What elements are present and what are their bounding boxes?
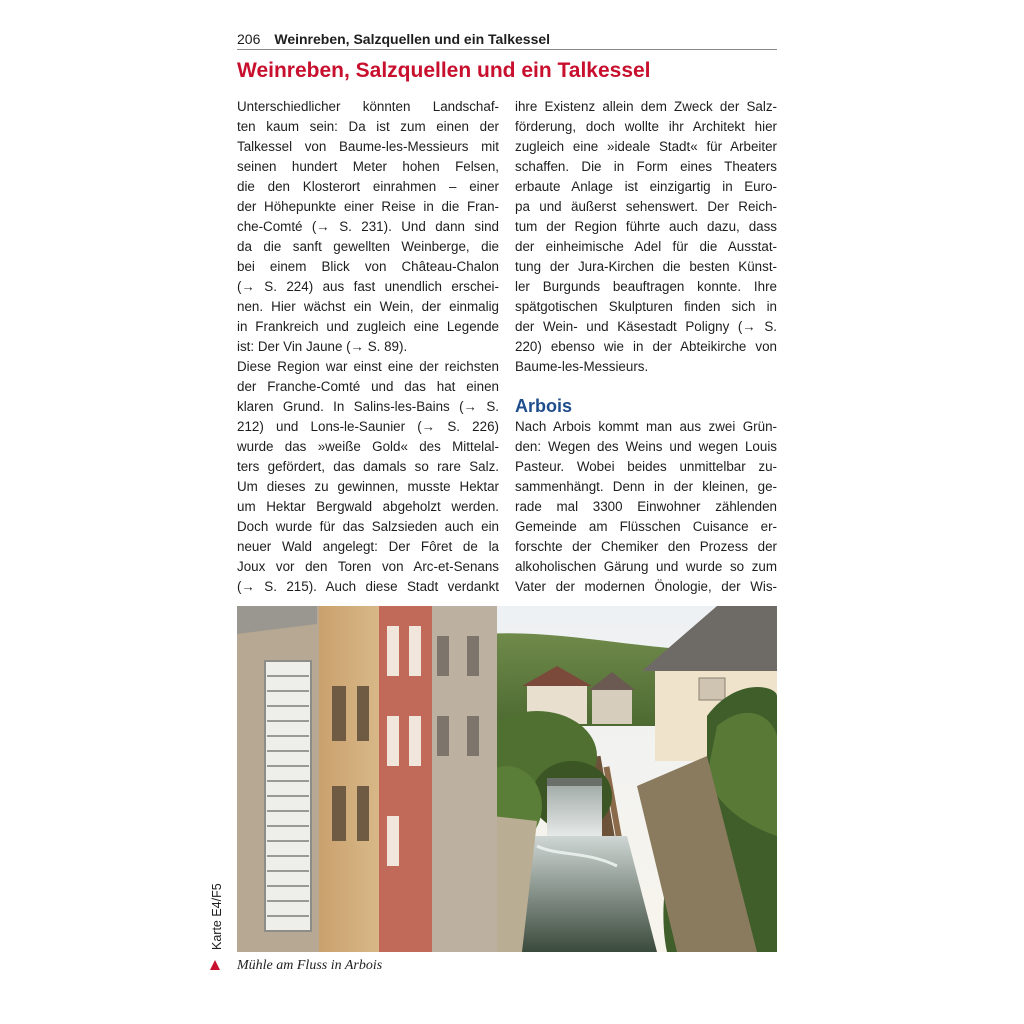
text-line: seinen hundert Meter hohen Felsen, [237,159,499,174]
text-line: in Frankreich und zugleich eine Legende [237,319,499,334]
map-marker-icon [210,960,220,970]
section-heading: Arbois [515,396,573,416]
text-line: (→ S. 224) aus fast unendlich erschei- [237,279,499,294]
text-line: bei einem Blick von Château-Chalon [237,259,499,274]
text-line: da die sanft gewellten Weinberge, die [237,239,499,254]
photo-caption: Mühle am Fluss in Arbois [237,958,383,973]
text-line: pa und äußerst sehenswert. Der Reich- [515,199,777,214]
text-line: der Wein- und Käsestadt Poligny (→ S. [515,319,777,334]
text-line: ten kaum sein: Da ist zum einen der [237,119,499,134]
map-reference: Karte E4/F5 [210,883,224,950]
text-line: rade mal 3300 Einwohner zählenden [515,499,777,514]
text-line: forschte der Chemiker den Prozess der [515,539,777,554]
text-line: Pasteur. Wobei beides unmittelbar zu- [515,459,777,474]
text-line: Doch wurde für das Salzsieden auch ein [237,519,499,534]
text-line: den: Wegen des Weins und wegen Louis [515,439,777,454]
text-line: zugleich eine »ideale Stadt« für Arbeiter [515,139,777,154]
text-line: tum der Region führte auch dazu, dass [515,219,777,234]
running-title: Weinreben, Salzquellen und ein Talkessel [274,31,551,47]
text-line: ist: Der Vin Jaune (→ S. 89). [237,339,408,354]
text-line: Talkessel von Baume-les-Messieurs mit [237,139,499,154]
left-column [237,97,499,597]
text-line: ler Burgunds beauftragen konnte. Ihre [515,279,777,294]
text-line: Baume-les-Messieurs. [515,359,649,374]
right-column [515,97,777,597]
text-line: che-Comté (→ S. 231). Und dann sind [237,219,499,234]
text-line: schaffen. Die in Form eines Theaters [515,159,777,174]
running-head [237,30,777,50]
text-line: förderung, doch wollte ihr Architekt hier [515,119,777,134]
text-line: nen. Hier wächst ein Wein, der einmalig [237,299,499,314]
text-line: ters gefördert, das damals so rare Salz. [237,459,499,474]
text-line: Nach Arbois kommt man aus zwei Grün- [515,419,777,434]
text-line: wurde das »weiße Gold« des Mittelal- [237,439,499,454]
text-line: Diese Region war einst eine der reichsten [237,359,499,374]
text-line: erbaute Anlage ist einzigartig in Euro- [515,179,777,194]
text-line: tung der Jura-Kirchen die besten Künst- [515,259,777,274]
text-line: der einheimische Adel für die Ausstat- [515,239,777,254]
mill-photo [237,606,777,952]
text-line: neuer Wald angelegt: Der Fôret de la [237,539,499,554]
text-line: (→ S. 215). Auch diese Stadt verdankt [237,579,499,594]
text-line: sammenhängt. Denn in der kleinen, ge- [515,479,777,494]
text-line: Joux vor den Toren von Arc-et-Senans [237,559,499,574]
text-line: Um dieses zu gewinnen, musste Hektar [237,479,499,494]
text-line: Gemeinde am Flüsschen Cuisance er- [515,519,777,534]
text-line: ihre Existenz allein dem Zweck der Salz- [515,99,777,114]
text-line: spätgotischen Skulpturen finden sich in [515,299,777,314]
text-line: 212) und Lons-le-Saunier (→ S. 226) [237,419,499,434]
article-title: Weinreben, Salzquellen und ein Talkessel [237,59,651,82]
page-number: 206 [237,31,261,47]
text-line: die den Klosterort einrahmen – einer [237,179,499,194]
text-line: um Hektar Bergwald abgeholzt werden. [237,499,499,514]
text-line: Unterschiedlicher könnten Landschaf- [237,99,499,114]
text-line: klaren Grund. In Salins-les-Bains (→ S. [237,399,499,414]
text-line: alkoholischen Gärung und wurde so zum [515,559,777,574]
text-line: der Höhepunkte einer Reise in die Fran- [237,199,499,214]
text-line: 220) ebenso wie in der Abteikirche von [515,339,777,354]
text-line: der Franche-Comté und das hat einen [237,379,499,394]
text-line: Vater der modernen Önologie, der Wis- [515,579,777,594]
